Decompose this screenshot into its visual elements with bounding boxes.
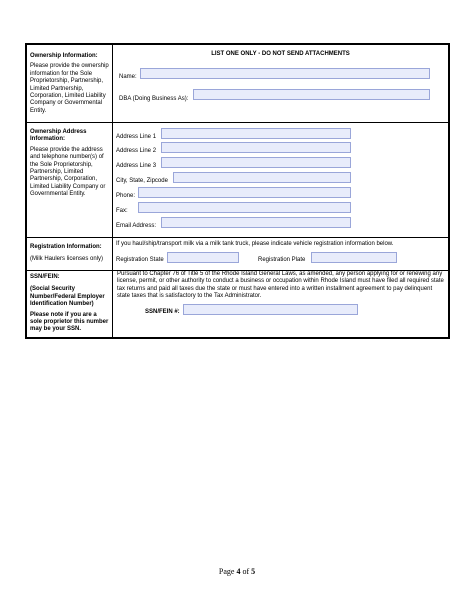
ssn-row bbox=[27, 271, 448, 337]
address-description: Please provide the address and telephone number(s) of the Sole Proprietorship, Partnership, Limited Partnership, Corporation, Limited Liability Company or Governmental Entity. bbox=[30, 146, 106, 198]
ownership-row bbox=[27, 45, 448, 123]
registration-description: (Milk Haulers licenses only) bbox=[30, 256, 104, 263]
registration-plate-label: Registration Plate bbox=[258, 257, 306, 263]
ownership-heading: Ownership Information: bbox=[30, 53, 98, 59]
total-pages-number: 5 bbox=[251, 567, 256, 576]
ssn-heading: SSN/FEIN: bbox=[30, 274, 60, 280]
ssn-fein-label: SSN/FEIN #: bbox=[145, 309, 180, 315]
registration-instruction: If you haul/ship/transport milk via a milk tank truck, please indicate vehicle registration information below. bbox=[116, 241, 394, 247]
address-line1-field[interactable] bbox=[161, 128, 351, 139]
current-page-number: 4 bbox=[236, 567, 241, 576]
registration-label-cell bbox=[27, 238, 113, 270]
address-label-cell bbox=[27, 123, 113, 237]
registration-state-field[interactable] bbox=[167, 252, 239, 263]
address-line3-label: Address Line 3 bbox=[116, 163, 157, 169]
registration-field-cell bbox=[113, 238, 448, 270]
phone-field[interactable] bbox=[138, 187, 351, 198]
address-line2-field[interactable] bbox=[161, 142, 351, 153]
tax-statute-text: Pursuant to Chapter 76 of Title 5 of the Rhode Island General Laws, as amended, any person applying for or renewing any license, permit, or other authority to conduct a business or occupation within Rhode Island must have filed all required state tax returns and paid all taxes due the state or must have entered into a written installment agreement to pay delinquent state taxes that is satisfactory to the Tax Administrator. bbox=[117, 271, 444, 299]
fax-field[interactable] bbox=[138, 202, 351, 213]
address-row bbox=[27, 123, 448, 238]
dba-field[interactable] bbox=[193, 89, 430, 100]
license-form-table bbox=[25, 43, 450, 339]
email-field[interactable] bbox=[161, 217, 351, 228]
address-line3-field[interactable] bbox=[161, 157, 351, 168]
page-footer bbox=[0, 567, 474, 576]
page-middle: of bbox=[240, 567, 252, 576]
ownership-description: Please provide the ownership information for the Sole Proprietorship, Partnership, Limited Partnership, Corporation, Limited Liability Company or Governmental Entity. bbox=[30, 63, 109, 114]
ownership-label-cell bbox=[27, 45, 113, 122]
address-heading: Ownership Address Information: bbox=[30, 129, 87, 143]
ssn-subheading: (Social Security Number/Federal Employer Identification Number) bbox=[30, 286, 105, 308]
ssn-note: Please note if you are a sole proprietor this number may be your SSN. bbox=[30, 311, 109, 333]
registration-heading: Registration Information: bbox=[30, 244, 102, 250]
city-state-zip-field[interactable] bbox=[173, 172, 351, 183]
address-line1-label: Address Line 1 bbox=[116, 134, 157, 140]
registration-row bbox=[27, 238, 448, 271]
registration-plate-field[interactable] bbox=[311, 252, 397, 263]
ssn-field-cell bbox=[113, 271, 448, 337]
registration-state-label: Registration State bbox=[116, 257, 164, 263]
ssn-fein-field[interactable] bbox=[183, 304, 358, 315]
page-prefix: Page bbox=[218, 567, 237, 576]
fax-label: Fax: bbox=[116, 208, 128, 214]
ownership-field-cell bbox=[113, 45, 448, 122]
list-one-only-header: LIST ONE ONLY - DO NOT SEND ATTACHMENTS bbox=[211, 51, 350, 57]
email-label: Email Address: bbox=[116, 223, 157, 229]
phone-label: Phone: bbox=[116, 193, 136, 199]
dba-label: DBA (Doing Business As): bbox=[119, 96, 189, 102]
ssn-label-cell bbox=[27, 271, 113, 337]
address-line2-label: Address Line 2 bbox=[116, 148, 157, 154]
address-field-cell bbox=[113, 123, 448, 237]
name-label: Name: bbox=[119, 74, 137, 80]
city-state-zip-label: City, State, Zipcode bbox=[116, 178, 168, 184]
name-field[interactable] bbox=[140, 68, 430, 79]
